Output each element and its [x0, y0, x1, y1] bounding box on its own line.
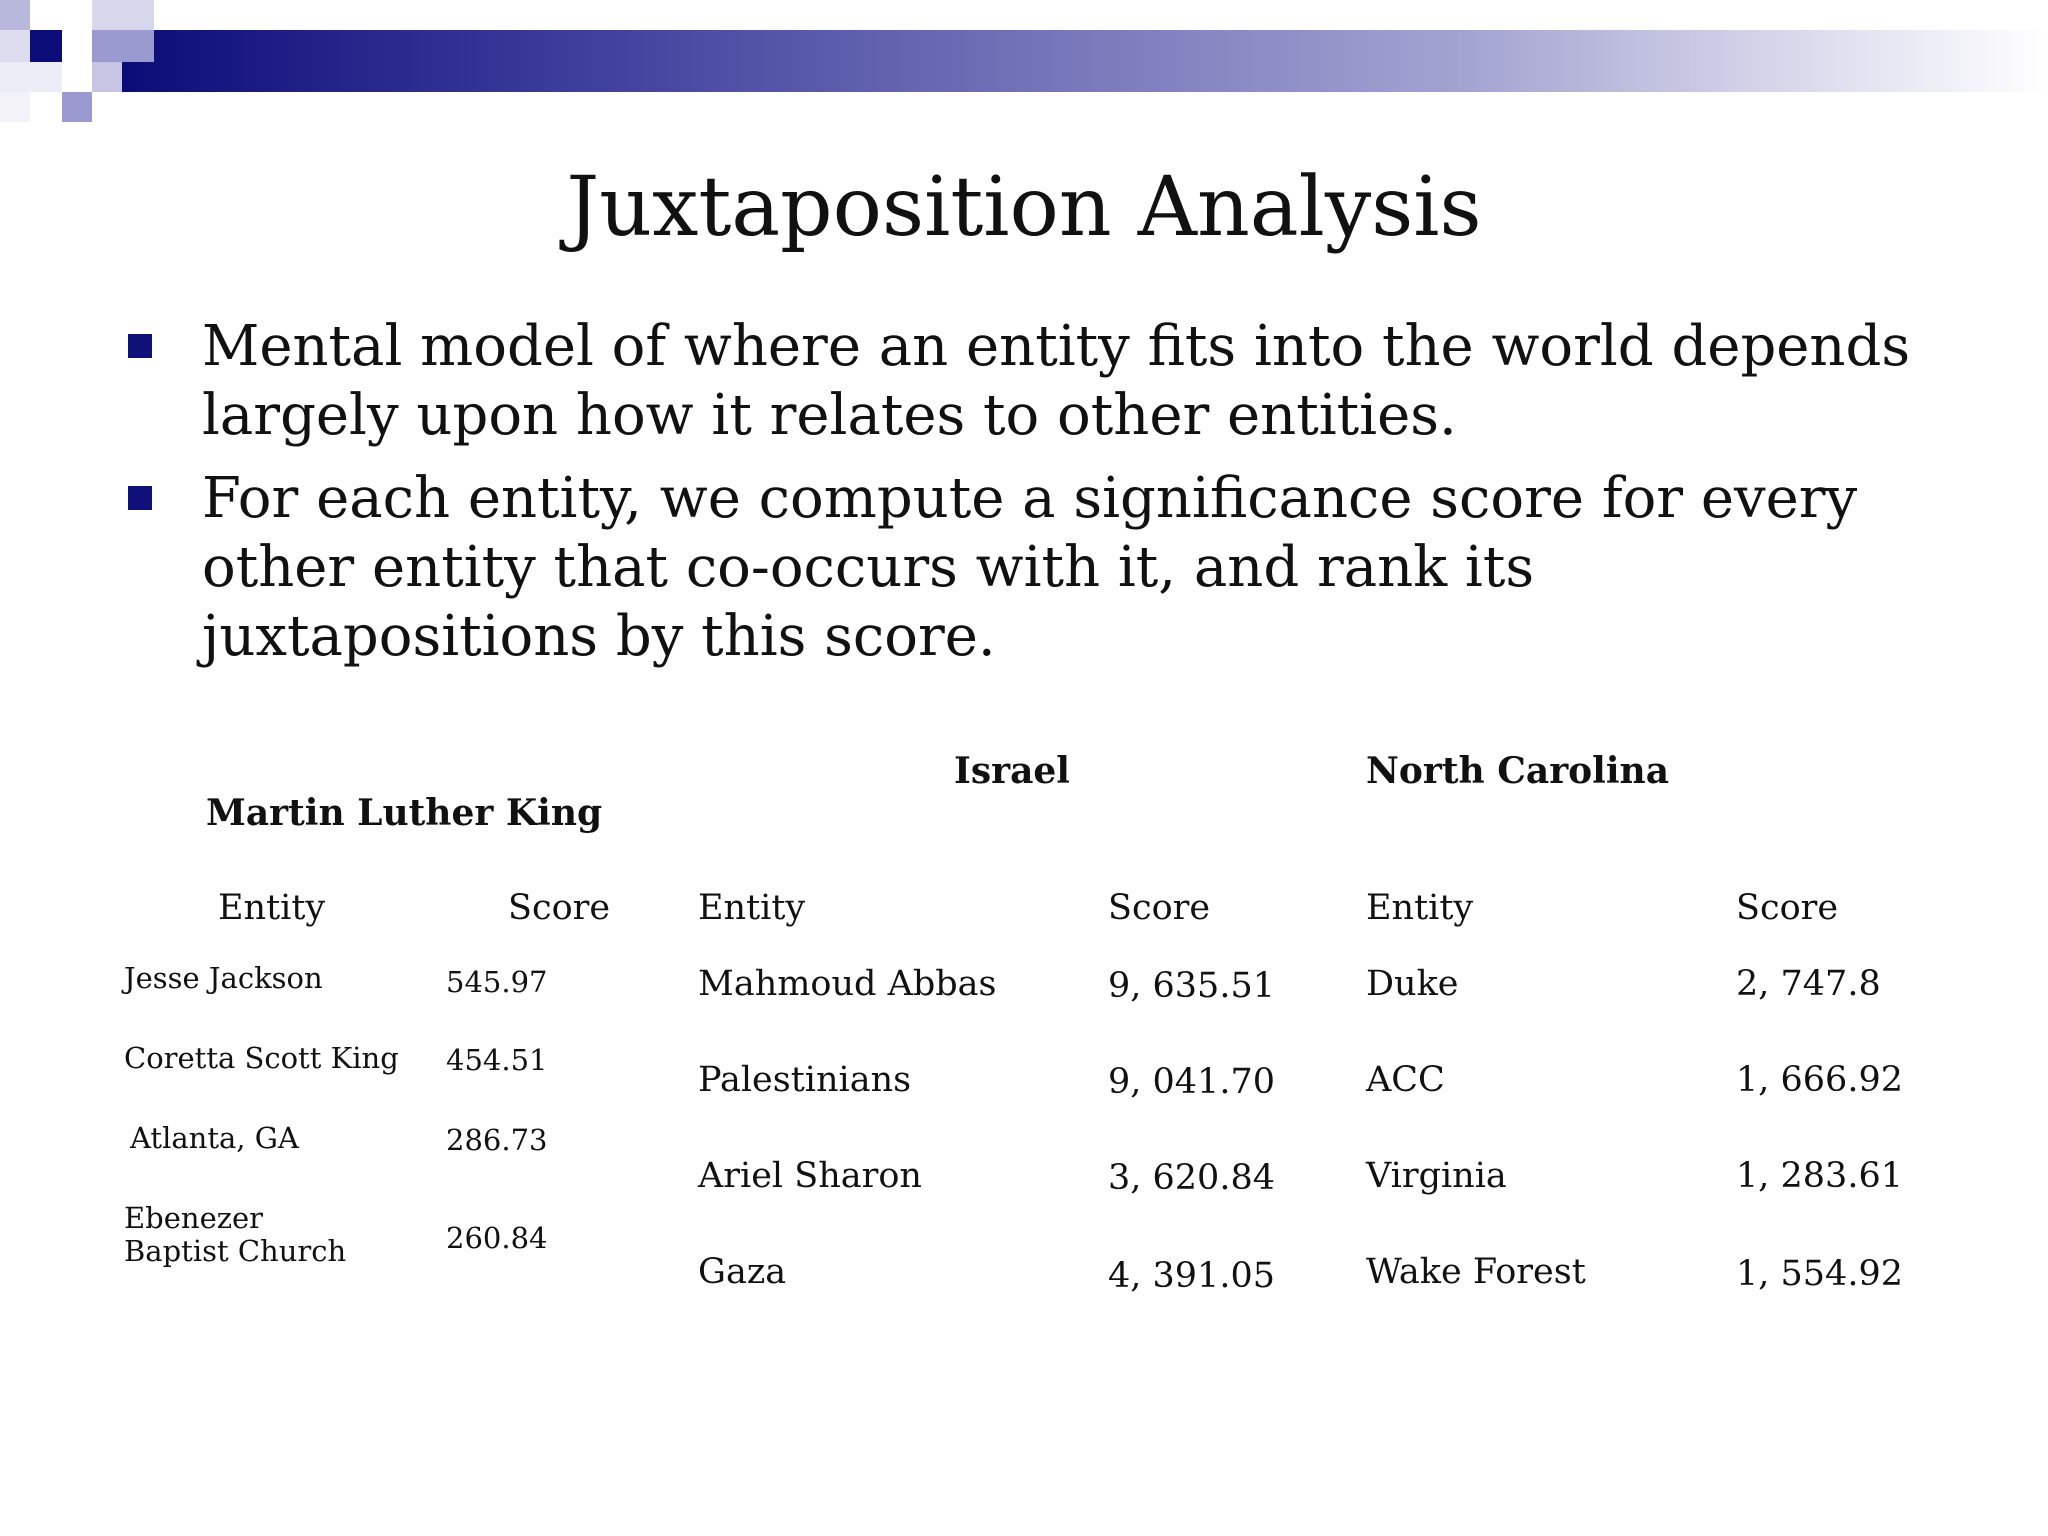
decor-square — [30, 30, 62, 62]
table-header-entity: Entity — [698, 888, 806, 928]
decor-square — [30, 0, 62, 30]
bullet-text: Mental model of where an entity fits into the world depends largely upon how it relates to other entities. — [202, 314, 1911, 448]
decor-square — [92, 30, 154, 62]
table-cell-score: 3, 620.84 — [1108, 1158, 1275, 1198]
decor-square — [92, 62, 122, 92]
table-cell-entity: Atlanta, GA — [130, 1121, 299, 1155]
bullet-square-icon — [128, 334, 152, 358]
decor-square — [0, 92, 30, 122]
table-cell-score: 9, 635.51 — [1108, 966, 1275, 1006]
table-header-entity: Entity — [218, 888, 326, 928]
table-cell-score: 454.51 — [446, 1043, 548, 1077]
header-gradient-bar — [122, 30, 2048, 92]
table-cell-score: 286.73 — [446, 1123, 548, 1157]
decor-square — [0, 30, 30, 62]
bullet-item — [128, 464, 1928, 674]
decor-square — [92, 0, 154, 30]
table-cell-score: 1, 554.92 — [1736, 1254, 1903, 1294]
table-cell-entity: Palestinians — [698, 1060, 912, 1100]
table-title-martin-luther-king: Martin Luther King — [206, 792, 603, 834]
bullet-text: For each entity, we compute a significance score for every other entity that co-occurs with it, and rank its juxtapositions by this score. — [202, 466, 1858, 669]
table-cell-entity: Jesse Jackson — [124, 961, 323, 995]
bullet-item — [128, 312, 1928, 452]
table-title-north-carolina: North Carolina — [1366, 750, 1670, 792]
table-cell-entity: Gaza — [698, 1252, 787, 1292]
bullet-square-icon — [128, 486, 152, 510]
table-cell-score: 4, 391.05 — [1108, 1256, 1275, 1296]
table-cell-entity: Ebenezer Baptist Church — [124, 1201, 347, 1268]
table-cell-entity: Coretta Scott King — [124, 1041, 399, 1075]
table-cell-score: 1, 283.61 — [1736, 1156, 1903, 1196]
decor-square — [62, 92, 92, 122]
table-cell-score: 9, 041.70 — [1108, 1062, 1275, 1102]
decor-square — [0, 62, 62, 92]
table-header-score: Score — [1736, 888, 1839, 928]
table-cell-entity: Wake Forest — [1366, 1252, 1586, 1292]
table-header-score: Score — [1108, 888, 1211, 928]
decor-square — [0, 0, 30, 30]
table-cell-entity: Mahmoud Abbas — [698, 964, 997, 1004]
table-cell-score: 1, 666.92 — [1736, 1060, 1903, 1100]
table-header-score: Score — [508, 888, 611, 928]
table-cell-score: 2, 747.8 — [1736, 964, 1881, 1004]
table-cell-entity: Ariel Sharon — [698, 1156, 922, 1196]
slide-title: Juxtaposition Analysis — [566, 160, 1482, 255]
table-cell-entity: Duke — [1366, 964, 1459, 1004]
table-title-israel: Israel — [954, 750, 1070, 792]
table-cell-score: 260.84 — [446, 1221, 548, 1255]
table-cell-entity: ACC — [1366, 1060, 1445, 1100]
table-cell-entity: Virginia — [1366, 1156, 1507, 1196]
decor-square — [62, 62, 92, 92]
table-cell-score: 545.97 — [446, 965, 548, 999]
table-header-entity: Entity — [1366, 888, 1474, 928]
